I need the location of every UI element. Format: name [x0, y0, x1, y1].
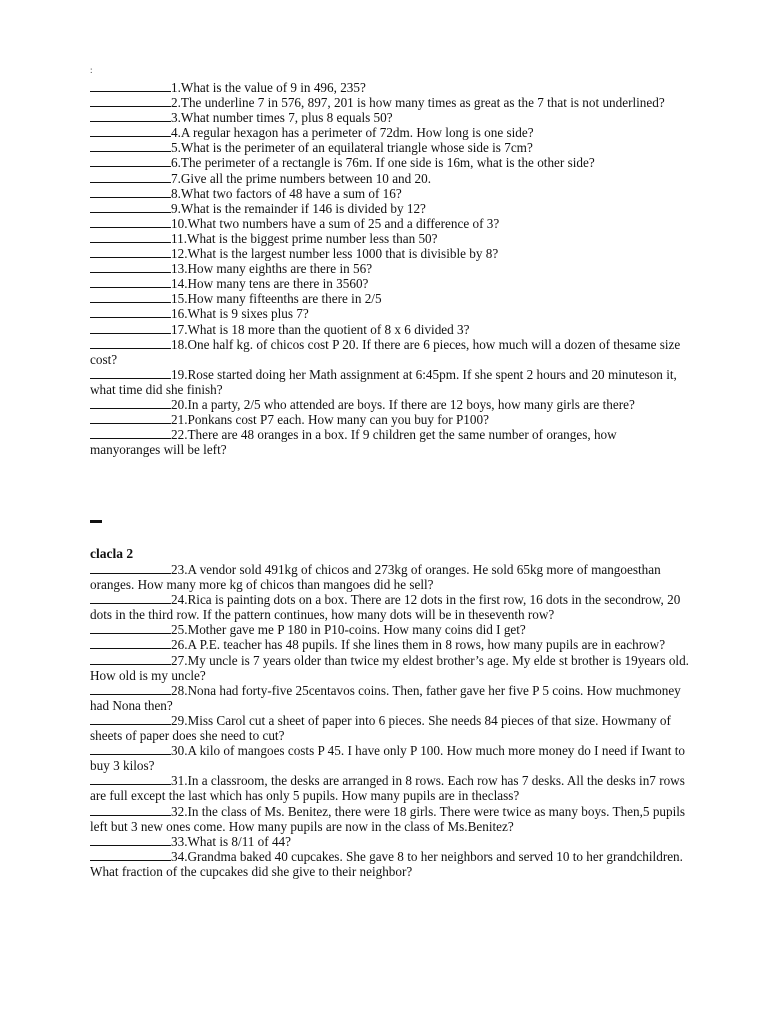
question-item: [90, 140, 690, 155]
question-item: [90, 276, 690, 291]
answer-blank[interactable]: [90, 155, 171, 167]
question-item: [90, 231, 690, 246]
answer-blank[interactable]: [90, 216, 171, 228]
question-item: [90, 412, 690, 427]
question-text: 33.What is 8/11 of 44?: [171, 833, 292, 849]
question-text: 34.Grandma baked 40 cupcakes. She gave 8 to her neighbors and served 10 to her grandchildren. What fraction of the cupcakes did she give to their neighbor?: [90, 848, 683, 879]
question-item: [90, 427, 690, 457]
question-text: 6.The perimeter of a rectangle is 76m. If one side is 16m, what is the other side?: [171, 155, 595, 171]
answer-blank[interactable]: [90, 337, 171, 349]
question-text: 18.One half kg. of chicos cost P 20. If there are 6 pieces, how much will a dozen of thesame size cost?: [90, 336, 681, 367]
question-item: [90, 804, 690, 834]
question-item: [90, 367, 690, 397]
question-item: [90, 592, 690, 622]
question-item: [90, 95, 690, 110]
question-text: 14.How many tens are there in 3560?: [171, 276, 369, 292]
section-2-title: clacla 2: [90, 546, 134, 561]
answer-blank[interactable]: [90, 743, 171, 755]
answer-blank[interactable]: [90, 322, 171, 334]
answer-blank[interactable]: [90, 261, 171, 273]
question-text: 15.How many fifteenths are there in 2/5: [171, 291, 382, 307]
answer-blank[interactable]: [90, 201, 171, 213]
question-text: 2.The underline 7 in 576, 897, 201 is how many times as great as the 7 that is not underlined?: [171, 95, 665, 111]
question-text: 1.What is the value of 9 in 496, 235?: [171, 80, 366, 95]
answer-blank[interactable]: [90, 291, 171, 303]
question-text: 19.Rose started doing her Math assignment at 6:45pm. If she spent 2 hours and 20 minuteson it, what time did she finish?: [90, 366, 677, 397]
question-text: 31.In a classroom, the desks are arranged in 8 rows. Each row has 7 desks. All the desks in7 rows are full except the last which has only 5 pupils. How many pupils are in theclass?: [90, 773, 685, 804]
question-item: [90, 834, 690, 849]
answer-blank[interactable]: [90, 683, 171, 695]
answer-blank[interactable]: [90, 653, 171, 665]
question-text: 26.A P.E. teacher has 48 pupils. If she lines them in 8 rows, how many pupils are in eachrow?: [171, 637, 666, 653]
question-text: 28.Nona had forty-five 25centavos coins. Then, father gave her five P 5 coins. How muchmoney had Nona then?: [90, 682, 681, 713]
section-2-questions: [90, 562, 690, 879]
question-text: 9.What is the remainder if 146 is divided by 12?: [171, 200, 426, 216]
answer-blank[interactable]: [90, 95, 171, 107]
separator-mark: [90, 520, 102, 523]
question-text: 20.In a party, 2/5 who attended are boys. If there are 12 boys, how many girls are there?: [171, 396, 635, 412]
answer-blank[interactable]: [90, 276, 171, 288]
question-item: [90, 186, 690, 201]
answer-blank[interactable]: [90, 246, 171, 258]
question-item: [90, 291, 690, 306]
question-text: 29.Miss Carol cut a sheet of paper into 6 pieces. She needs 84 pieces of that size. Howmany of sheets of paper does she need to cut?: [90, 712, 671, 744]
question-text: 25.Mother gave me P 180 in P10-coins. How many coins did I get?: [171, 622, 526, 638]
question-text: 8.What two factors of 48 have a sum of 16?: [171, 185, 402, 201]
question-text: 7.Give all the prime numbers between 10 and 20.: [171, 170, 432, 186]
question-text: 24.Rica is painting dots on a box. There are 12 dots in the first row, 16 dots in the secondrow, 20 dots in the third row. If the pattern continues, how many dots will be in theseventh row?: [90, 592, 681, 623]
answer-blank[interactable]: [90, 110, 171, 122]
question-item: [90, 397, 690, 412]
answer-blank[interactable]: [90, 186, 171, 198]
answer-blank[interactable]: [90, 171, 171, 183]
question-text: 22.There are 48 oranges in a box. If 9 children get the same number of oranges, how manyoranges will be left?: [90, 427, 617, 458]
question-item: [90, 683, 690, 713]
question-item: [90, 125, 690, 140]
answer-blank[interactable]: [90, 427, 171, 439]
question-text: 30.A kilo of mangoes costs P 45. I have only P 100. How much more money do I need if Iwant to buy 3 kilos?: [90, 743, 685, 774]
question-item: [90, 246, 690, 261]
answer-blank[interactable]: [90, 412, 171, 424]
question-item: [90, 110, 690, 125]
question-text: 17.What is 18 more than the quotient of 8 x 6 divided 3?: [171, 321, 470, 337]
question-item: [90, 201, 690, 216]
answer-blank[interactable]: [90, 231, 171, 243]
section-1-questions: [90, 80, 690, 457]
question-item: [90, 322, 690, 337]
answer-blank[interactable]: [90, 125, 171, 137]
answer-blank[interactable]: [90, 637, 171, 649]
question-item: [90, 637, 690, 652]
question-text: 11.What is the biggest prime number less than 50?: [171, 230, 438, 246]
answer-blank[interactable]: [90, 397, 171, 409]
answer-blank[interactable]: [90, 834, 171, 846]
question-item: [90, 261, 690, 276]
question-item: [90, 622, 690, 637]
question-text: 3.What number times 7, plus 8 equals 50?: [171, 110, 393, 126]
question-text: 12.What is the largest number less 1000 that is divisible by 8?: [171, 246, 499, 262]
corner-mark: :: [90, 65, 93, 75]
question-text: 23.A vendor sold 491kg of chicos and 273kg of oranges. He sold 65kg more of mangoesthan oranges. How many more kg of chicos than mangoes did he sell?: [90, 562, 661, 593]
answer-blank[interactable]: [90, 773, 171, 785]
question-text: 13.How many eighths are there in 56?: [171, 261, 373, 277]
question-text: 16.What is 9 sixes plus 7?: [171, 306, 309, 322]
question-text: 10.What two numbers have a sum of 25 and a difference of 3?: [171, 215, 500, 231]
question-item: [90, 653, 690, 683]
question-item: [90, 337, 690, 367]
question-text: 32.In the class of Ms. Benitez, there were 18 girls. There were twice as many boys. Then,5 pupils left but 3 new ones come. How many pupils are now in the class of Ms.Benitez?: [90, 803, 686, 834]
question-text: 4.A regular hexagon has a perimeter of 72dm. How long is one side?: [171, 125, 534, 141]
answer-blank[interactable]: [90, 622, 171, 634]
question-item: [90, 849, 690, 879]
question-item: [90, 155, 690, 170]
question-item: [90, 743, 690, 773]
answer-blank[interactable]: [90, 562, 171, 574]
answer-blank[interactable]: [90, 804, 171, 816]
question-text: 27.My uncle is 7 years older than twice my eldest brother’s age. My elde st brother is 19years old. How old is my uncle?: [90, 652, 689, 683]
question-item: [90, 306, 690, 321]
answer-blank[interactable]: [90, 140, 171, 152]
question-item: [90, 80, 690, 95]
answer-blank[interactable]: [90, 713, 171, 725]
answer-blank[interactable]: [90, 367, 171, 379]
question-item: [90, 216, 690, 231]
answer-blank[interactable]: [90, 849, 171, 861]
answer-blank[interactable]: [90, 592, 171, 604]
question-item: [90, 713, 690, 743]
answer-blank[interactable]: [90, 80, 171, 92]
question-text: 5.What is the perimeter of an equilateral triangle whose side is 7cm?: [171, 140, 533, 156]
question-item: [90, 773, 690, 803]
question-item: [90, 171, 690, 186]
answer-blank[interactable]: [90, 306, 171, 318]
question-item: [90, 562, 690, 592]
question-text: 21.Ponkans cost P7 each. How many can you buy for P100?: [171, 412, 489, 428]
